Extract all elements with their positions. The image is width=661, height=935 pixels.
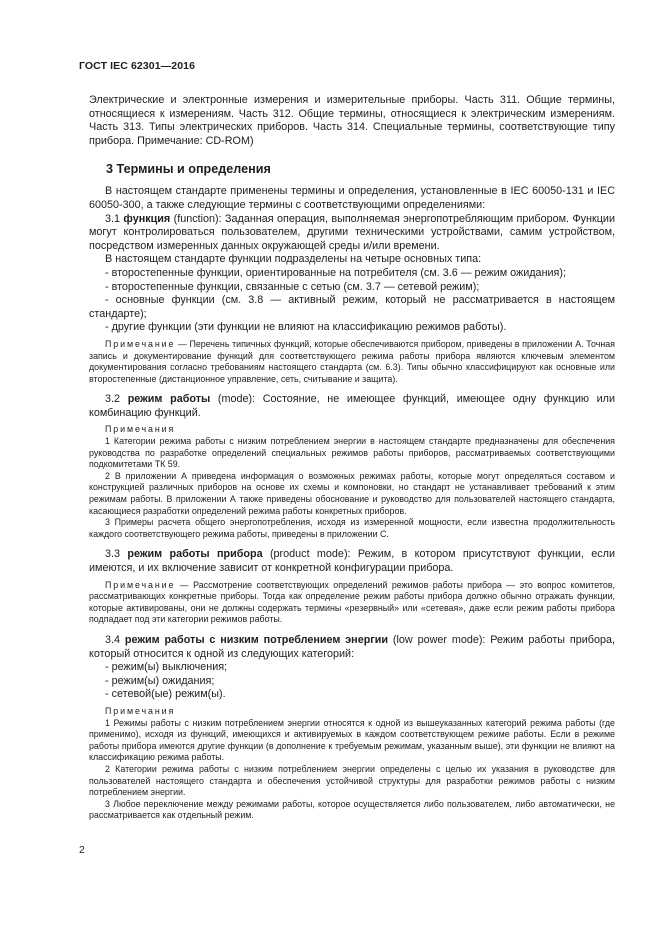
note-item: 1 Категории режима работы с низким потреблением энергии в настоящем стандарте предназначены для обеспечения руководства по разработке определений специальных режимов работы приборов, рассматриваемых соответствующими подкомитетами ТК 59.	[89, 436, 615, 470]
note-3-1	[89, 339, 615, 385]
term-name: режим работы	[127, 393, 211, 406]
page-number: 2	[79, 844, 85, 856]
term-3-3	[89, 548, 615, 575]
term-3-4	[89, 634, 615, 661]
list-item: - режим(ы) выключения;	[105, 661, 228, 674]
note-item: 1 Режимы работы с низким потреблением энергии относятся к одной из вышеуказанных категорий режима работы (где применимо), исходя из функций, имеющихся и активируемых в каждом соответствующем режиме работы. Если в режиме работы прибора имеются другие функции (в дополнение к требуемым режимам, указанным выше), эти функции не влияют на классификацию режима работы.	[89, 717, 615, 763]
note-text: — Рассмотрение соответствующих определений режимов работы прибора — это вопрос комитетов, рассматривающих конкретные приборы. Тогда как определение режим работы прибора должно обычно отражать функции, которые активированы, они не должны содержать термины «резервный» или «сетевая», даже если режим работы прибора подпадает под эти категории режимов работы.	[89, 579, 615, 625]
section-title: 3 Термины и определения	[106, 162, 271, 177]
term-3-1	[89, 213, 615, 254]
term-definition: (low power mode): Режим работы прибора, который относится к одной из следующих категорий:	[89, 633, 615, 660]
note-3-3	[89, 580, 615, 626]
term-definition: (product mode): Режим, в котором присутствуют функции, если имеются, и их включение зависит от конкретной конфигурации прибора.	[89, 548, 616, 574]
list-item: - основные функции (см. 3.8 — активный режим, который не рассматривается в настоящем стандарте);	[89, 294, 615, 320]
note-label: Примечание	[105, 338, 176, 349]
term-3-2	[89, 393, 615, 420]
list-item: - второстепенные функции, ориентированные на потребителя (см. 3.6 — режим ожидания);	[105, 266, 567, 279]
term-number: 3.3	[105, 548, 128, 561]
note-label: Примечание	[105, 579, 176, 590]
note-text: — Перечень типичных функций, которые обеспечиваются прибором, приведены в приложении А. Точная запись и документирование функций для соответствующего режима работы прибора являются ключевым элементом документирования согласно требованиям настоящего стандарта (см. 6.3). Типы обычно классифицируют как основные или второстепенные (дистанционное управление, сеть, считывание и защита).	[89, 338, 615, 384]
notes-label: Примечания	[105, 424, 176, 435]
note-item: 3 Любое переключение между режимами работы, которое осуществляется либо пользователем, либо автоматически, не рассматривается как отдельный режим.	[89, 798, 615, 821]
term-definition: (function): Заданная операция, выполняемая энергопотребляющим прибором. Функции могут контролироваться пользователем, другими техническими устройствами, самим устройством, посредством измеренных данных окружающей среды и/или времени.	[89, 212, 615, 252]
note-item: 2 В приложении А приведена информация о возможных режимах работы, которые могут определяться составом и конструкцией различных приборов на основе их схемы и компоновки, но стандарт не устанавливает требований к этим режимам работы. В приложении А также приведены обоснование и руководство для пользователей настоящего стандарта, касающиеся разработки определений режима работы конкретных приборов.	[89, 470, 615, 516]
term-name: режим работы с низким потреблением энергии	[124, 633, 389, 646]
note-item: 3 Примеры расчета общего энергопотребления, исходя из измеренной мощности, если известна продолжительность каждого соответствующего режима работы, приведены в приложении С.	[89, 517, 615, 539]
term-name: функция	[123, 212, 171, 225]
list-item: - сетевой(ые) режим(ы).	[105, 688, 226, 701]
note-item: 2 Категории режима работы с низким потреблением энергии определены с целью их указания в руководстве для пользователей настоящего стандарта и обеспечения устойчивой структуры для разработки режимов работы с низким потреблением энергии.	[89, 763, 615, 798]
term-3-1-types-intro: В настоящем стандарте функции подразделены на четыре основных типа:	[105, 253, 482, 266]
term-number: 3.1	[105, 212, 124, 225]
document-header: ГОСТ IEC 62301—2016	[79, 60, 196, 72]
term-definition: (mode): Состояние, не имеющее функций, имеющее одну функцию или комбинацию функций.	[89, 393, 615, 419]
list-item: - другие функции (эти функции не влияют на классификацию режимов работы).	[105, 321, 507, 334]
section-intro: В настоящем стандарте применены термины и определения, установленные в IEC 60050-131 и IEC 60050-300, а также следующие термины с соответствующими определениями:	[89, 185, 615, 211]
list-item: - второстепенные функции, связанные с сетью (см. 3.7 — сетевой режим);	[105, 280, 480, 293]
page-content	[89, 94, 615, 822]
notes-label: Примечания	[105, 705, 176, 716]
list-item: - режим(ы) ожидания;	[105, 674, 215, 687]
term-number: 3.4	[105, 633, 125, 646]
term-name: режим работы прибора	[127, 548, 263, 561]
normative-reference-continuation: Электрические и электронные измерения и измерительные приборы. Часть 311. Общие термины, относящиеся к измерениям. Часть 312. Общие термины, относящиеся к электрическим измерениям. Часть 313. Типы электрических приборов. Часть 314. Специальные термины, соответствующие типу прибора. Примечание: CD-ROM)	[89, 94, 615, 147]
term-number: 3.2	[105, 393, 128, 406]
